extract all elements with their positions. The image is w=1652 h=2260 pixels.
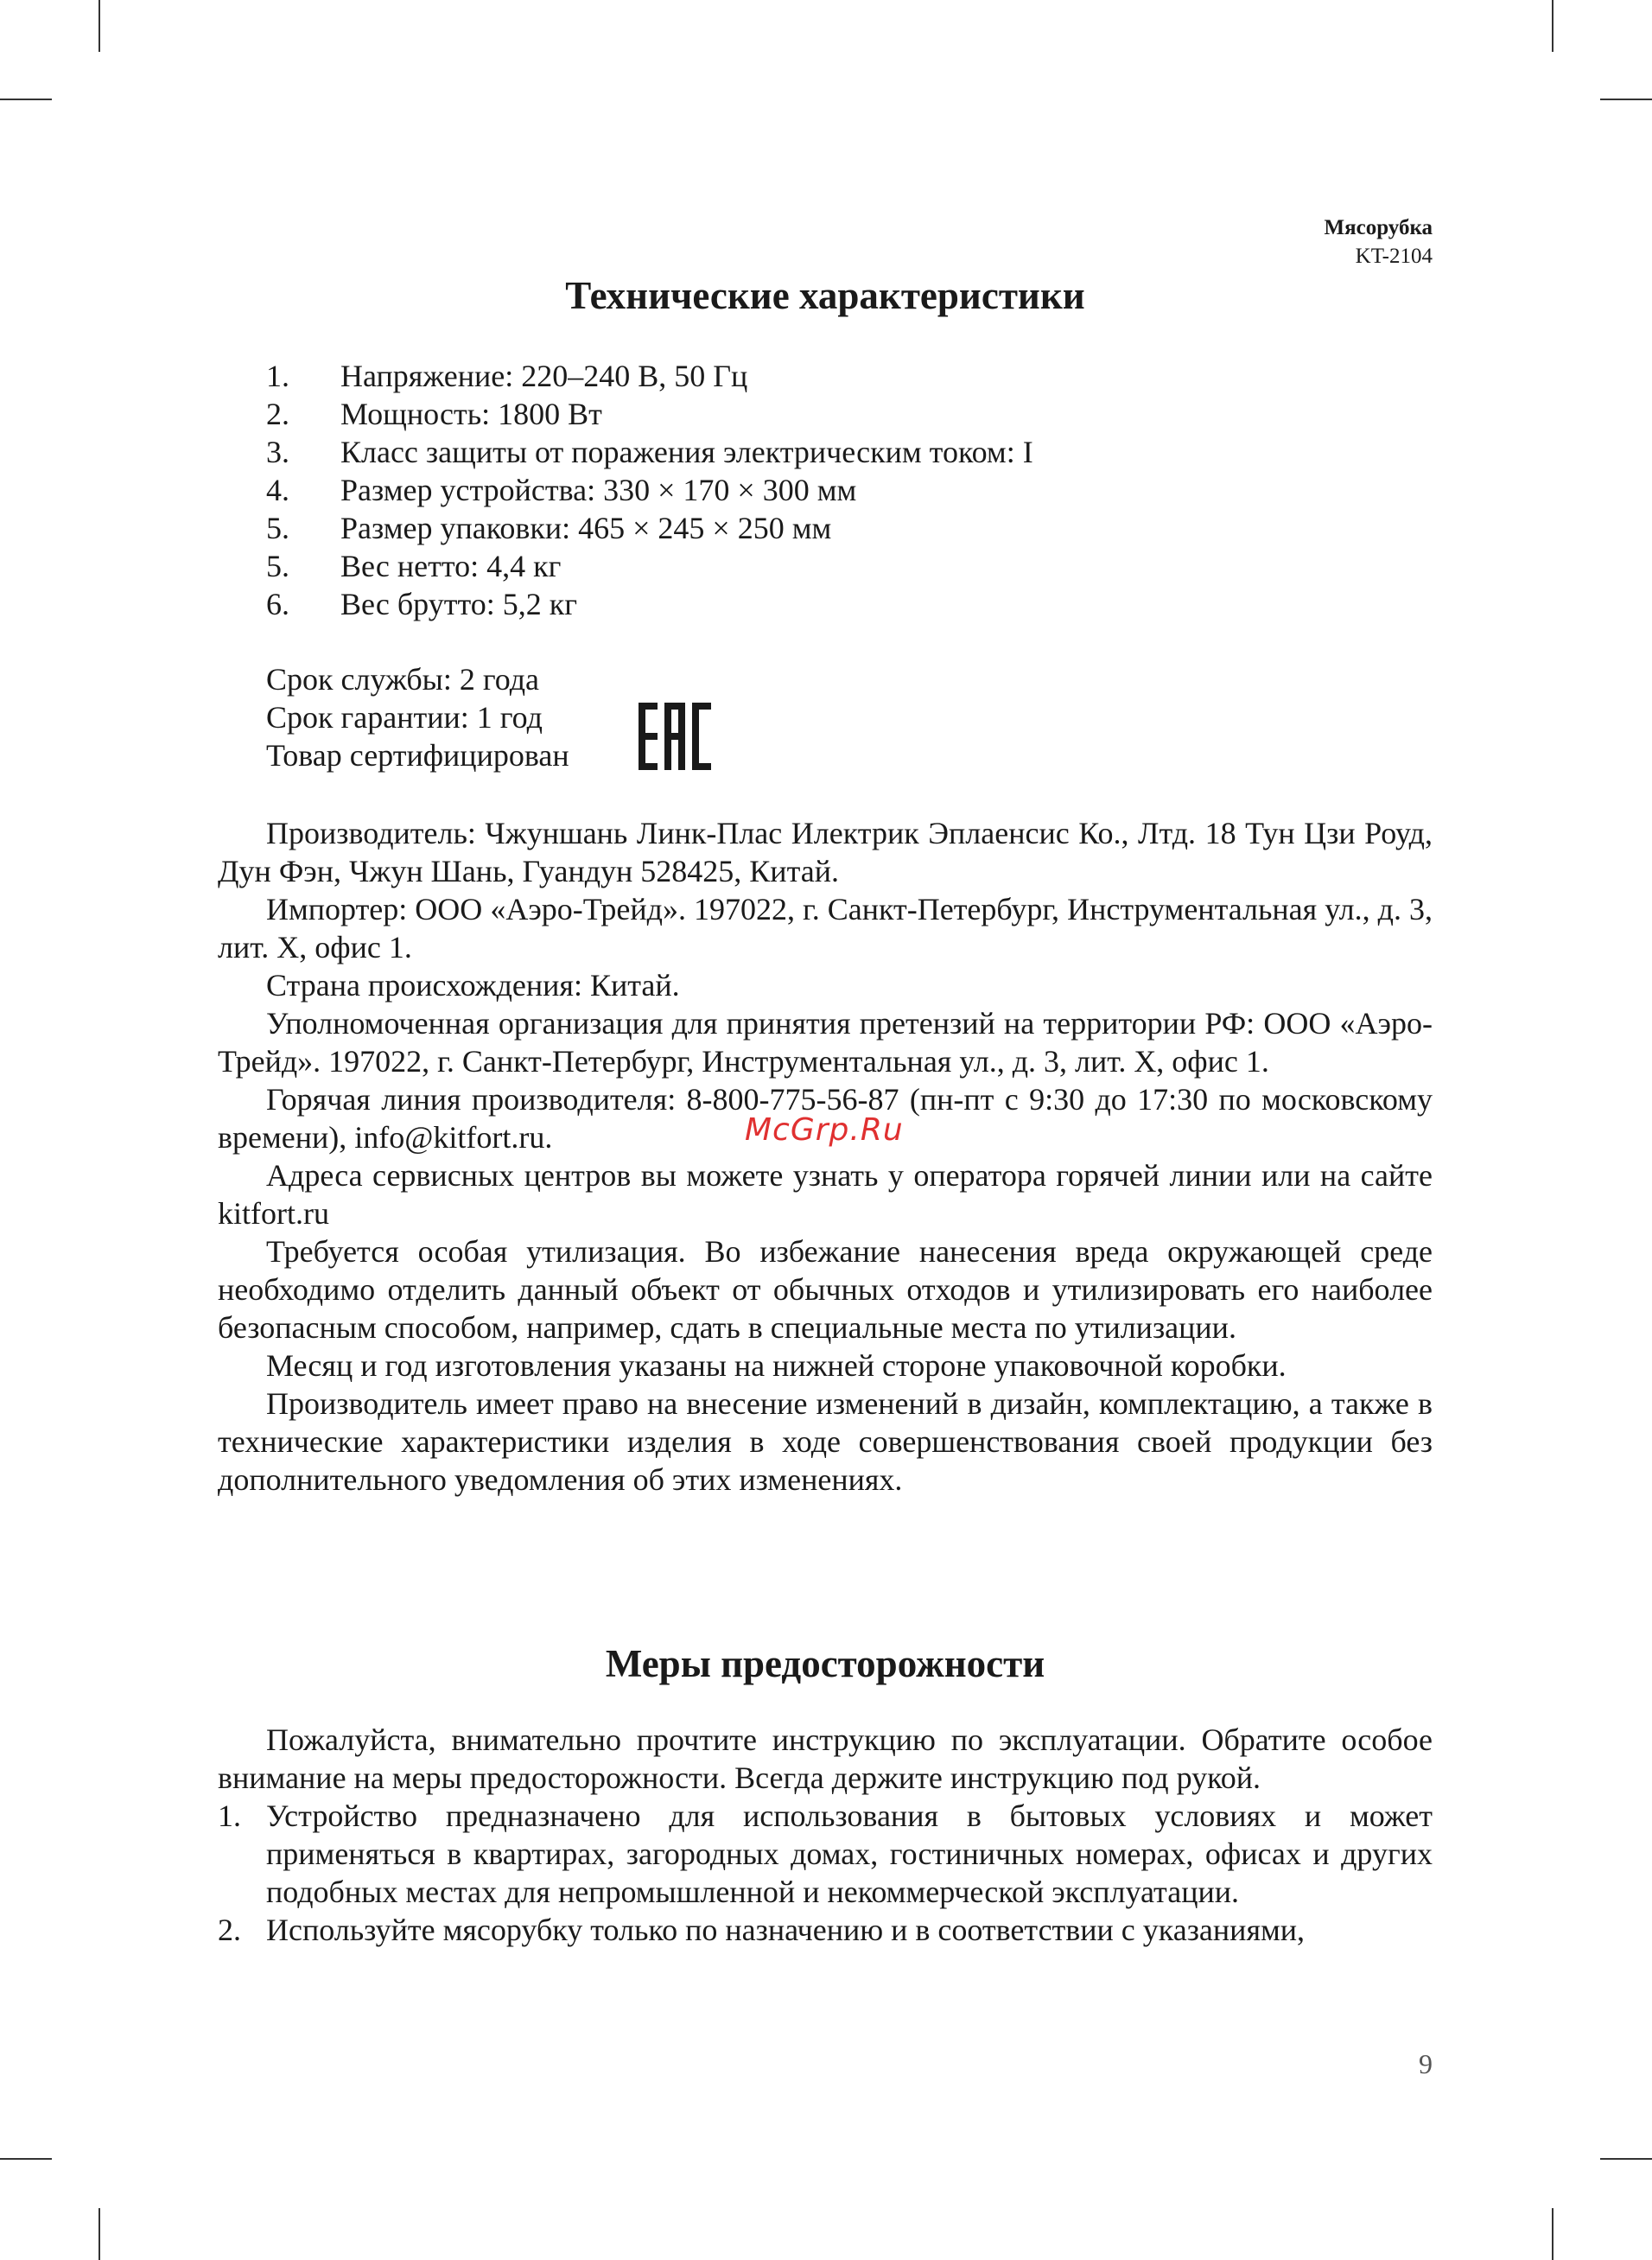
running-header: [1325, 214, 1433, 271]
precaution-num: 1.: [218, 1798, 241, 1833]
spec-item: [266, 547, 1033, 585]
certified: Товар сертифицирован: [266, 738, 569, 773]
specs-list: [266, 357, 1033, 623]
spec-num: 6.: [266, 587, 289, 621]
spec-text: Размер устройства: 330 × 170 × 300 мм: [340, 473, 857, 507]
spec-text: Размер упаковки: 465 × 245 × 250 мм: [340, 511, 832, 545]
info-paragraphs: [218, 814, 1433, 1499]
changes-paragraph: Производитель имеет право на внесение изменений в дизайн, комплектацию, а также в технические характеристики изделия в ходе совершенствования своей продукции без дополнительного уведомления об этих изменениях.: [218, 1386, 1433, 1497]
service-centers-paragraph: Адреса сервисных центров вы можете узнать у оператора горячей линии или на сайте kitfort.ru: [218, 1158, 1433, 1231]
hotline-paragraph: Горячая линия производителя: 8-800-775-56-87 (пн-пт с 9:30 до 17:30 по московскому времени), info@kitfort.ru.: [218, 1082, 1433, 1155]
spec-text: Вес нетто: 4,4 кг: [340, 549, 562, 583]
spec-item: [266, 433, 1033, 471]
spec-text: Вес брутто: 5,2 кг: [340, 587, 577, 621]
spec-text: Напряжение: 220–240 В, 50 Гц: [340, 359, 748, 393]
spec-num: 4.: [266, 473, 289, 507]
eac-logo-icon: [639, 703, 711, 770]
spec-item: [266, 395, 1033, 433]
header-product: Мясорубка: [1324, 216, 1433, 239]
precautions-intro: Пожалуйста, внимательно прочтите инструкцию по эксплуатации. Обратите особое внимание на меры предосторожности. Всегда держите инструкцию под рукой.: [218, 1722, 1433, 1795]
crop-mark: [0, 99, 52, 100]
watermark: McGrp.Ru: [745, 1112, 904, 1148]
precautions-list: [218, 1797, 1433, 1949]
precaution-item: [218, 1911, 1433, 1949]
spec-text: Класс защиты от поражения электрическим током: I: [340, 435, 1033, 469]
spec-num: 2.: [266, 397, 289, 431]
precaution-num: 2.: [218, 1913, 241, 1947]
origin-paragraph: Страна происхождения: Китай.: [266, 968, 680, 1003]
header-model: KT-2104: [1355, 244, 1433, 268]
page-number: 9: [1419, 2048, 1433, 2079]
spec-num: 3.: [266, 435, 289, 469]
crop-mark: [1600, 2158, 1652, 2160]
precaution-text: Используйте мясорубку только по назначению и в соответствии с указаниями,: [266, 1913, 1306, 1947]
precaution-text: Устройство предназначено для использования в бытовых условиях и может применяться в квартирах, загородных домах, гостиничных номерах, офисах и других подобных местах для непромышленной и некоммерческой эксплуатации.: [266, 1798, 1433, 1909]
specs-title: Технические характеристики: [565, 274, 1085, 317]
spec-text: Мощность: 1800 Вт: [340, 397, 602, 431]
disposal-paragraph: Требуется особая утилизация. Во избежание нанесения вреда окружающей среде необходимо отделить данный объект от обычных отходов и утилизировать его наиболее безопасным способом, например, сдать в специальные места по утилизации.: [218, 1234, 1433, 1345]
crop-mark: [98, 2208, 100, 2260]
spec-item: [266, 471, 1033, 509]
precaution-item: [218, 1797, 1433, 1911]
warranty: Срок гарантии: 1 год: [266, 700, 543, 735]
crop-mark: [1552, 2208, 1554, 2260]
precautions-title: Меры предосторожности: [605, 1642, 1045, 1685]
importer-paragraph: Импортер: ООО «Аэро-Трейд». 197022, г. Санкт-Петербург, Инструментальная ул., д. 3, лит. Х, офис 1.: [218, 892, 1433, 964]
spec-item: [266, 585, 1033, 623]
precautions-section: [218, 1721, 1433, 1949]
crop-mark: [1552, 0, 1554, 52]
crop-mark: [1600, 99, 1652, 100]
spec-item: [266, 509, 1033, 547]
spec-num: 5.: [266, 549, 289, 583]
crop-mark: [98, 0, 100, 52]
spec-num: 5.: [266, 511, 289, 545]
spec-num: 1.: [266, 359, 289, 393]
service-info: [266, 660, 569, 774]
crop-mark: [0, 2158, 52, 2160]
spec-item: [266, 357, 1033, 395]
manufacture-date-paragraph: Месяц и год изготовления указаны на нижней стороне упаковочной коробки.: [266, 1348, 1287, 1383]
claims-paragraph: Уполномоченная организация для принятия претензий на территории РФ: ООО «Аэро-Трейд». 197022, г. Санкт-Петербург, Инструментальная ул., д. 3, лит. Х, офис 1.: [218, 1006, 1433, 1079]
manufacturer-paragraph: Производитель: Чжуншань Линк-Плас Илектрик Эплаенсис Ко., Лтд. 18 Тун Цзи Роуд, Дун Фэн, Чжун Шань, Гуандун 528425, Китай.: [218, 816, 1433, 888]
service-life: Срок службы: 2 года: [266, 662, 540, 697]
